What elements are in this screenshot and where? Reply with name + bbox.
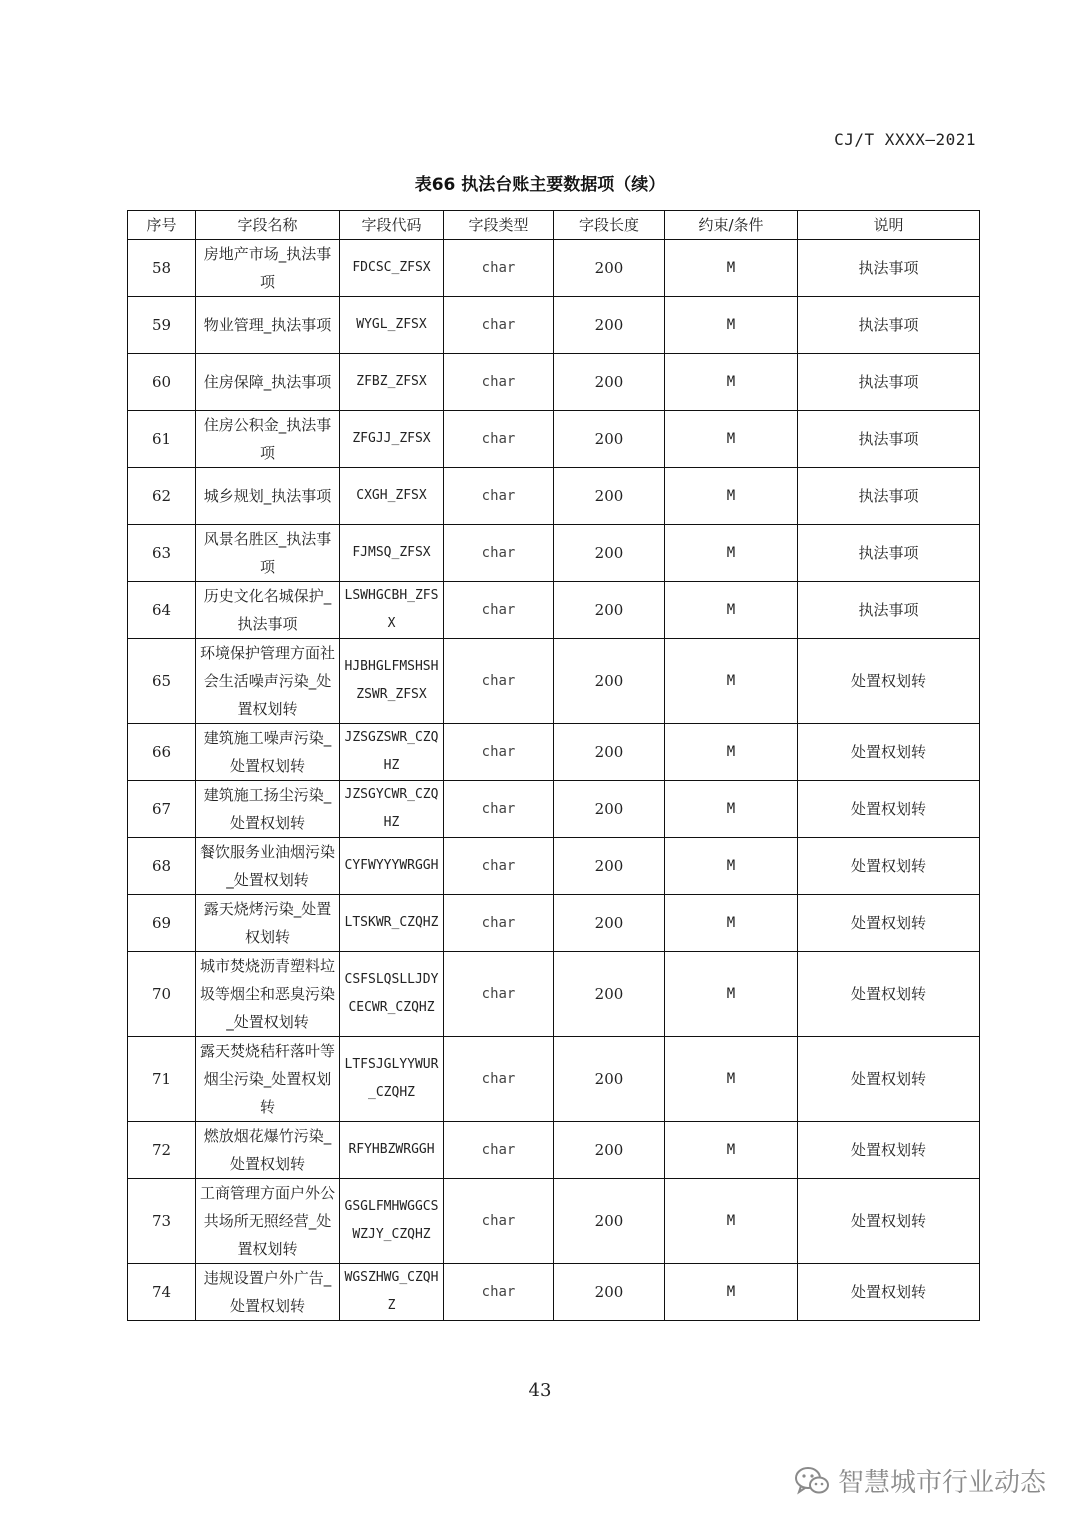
- watermark-text: 智慧城市行业动态: [837, 1468, 1046, 1498]
- watermark: [794, 1462, 1046, 1499]
- field-length: 200: [554, 1037, 665, 1122]
- field-description: 执法事项: [798, 354, 980, 411]
- field-description: 处置权划转: [798, 838, 980, 895]
- row-seq: 73: [128, 1179, 196, 1264]
- row-seq: 58: [128, 240, 196, 297]
- field-description: 处置权划转: [798, 952, 980, 1037]
- table-row: [128, 468, 980, 525]
- table-row: [128, 240, 980, 297]
- field-description: 执法事项: [798, 582, 980, 639]
- field-description: 处置权划转: [798, 1179, 980, 1264]
- column-header: 字段名称: [196, 211, 340, 240]
- field-type: char: [444, 639, 554, 724]
- field-name: 建筑施工扬尘污染_处置权划转: [196, 781, 340, 838]
- field-constraint: M: [665, 781, 798, 838]
- field-code: WGSZHWG_CZQHZ: [340, 1264, 444, 1321]
- table-row: [128, 895, 980, 952]
- field-code: LTFSJGLYYWUR_CZQHZ: [340, 1037, 444, 1122]
- field-description: 执法事项: [798, 297, 980, 354]
- row-seq: 67: [128, 781, 196, 838]
- field-description: 处置权划转: [798, 1122, 980, 1179]
- field-name: 露天焚烧秸秆落叶等烟尘污染_处置权划转: [196, 1037, 340, 1122]
- field-name: 环境保护管理方面社会生活噪声污染_处置权划转: [196, 639, 340, 724]
- row-seq: 69: [128, 895, 196, 952]
- field-constraint: M: [665, 1179, 798, 1264]
- row-seq: 74: [128, 1264, 196, 1321]
- field-constraint: M: [665, 297, 798, 354]
- field-code: ZFBZ_ZFSX: [340, 354, 444, 411]
- field-constraint: M: [665, 838, 798, 895]
- field-length: 200: [554, 411, 665, 468]
- table-row: [128, 724, 980, 781]
- field-description: 执法事项: [798, 411, 980, 468]
- field-name: 餐饮服务业油烟污染_处置权划转: [196, 838, 340, 895]
- row-seq: 70: [128, 952, 196, 1037]
- field-length: 200: [554, 895, 665, 952]
- field-constraint: M: [665, 525, 798, 582]
- field-name: 物业管理_执法事项: [196, 297, 340, 354]
- field-type: char: [444, 838, 554, 895]
- field-name: 住房公积金_执法事项: [196, 411, 340, 468]
- field-constraint: M: [665, 895, 798, 952]
- table-row: [128, 1179, 980, 1264]
- field-name: 住房保障_执法事项: [196, 354, 340, 411]
- table-row: [128, 354, 980, 411]
- field-type: char: [444, 297, 554, 354]
- table-title: 表66 执法台账主要数据项（续）: [414, 175, 666, 195]
- field-length: 200: [554, 297, 665, 354]
- row-seq: 64: [128, 582, 196, 639]
- field-constraint: M: [665, 724, 798, 781]
- field-constraint: M: [665, 411, 798, 468]
- table-row: [128, 1037, 980, 1122]
- table-row: [128, 1264, 980, 1321]
- field-type: char: [444, 724, 554, 781]
- field-name: 城市焚烧沥青塑料垃圾等烟尘和恶臭污染_处置权划转: [196, 952, 340, 1037]
- field-length: 200: [554, 525, 665, 582]
- field-type: char: [444, 781, 554, 838]
- field-type: char: [444, 1264, 554, 1321]
- field-description: 处置权划转: [798, 724, 980, 781]
- field-description: 处置权划转: [798, 1264, 980, 1321]
- row-seq: 59: [128, 297, 196, 354]
- field-length: 200: [554, 240, 665, 297]
- row-seq: 72: [128, 1122, 196, 1179]
- field-constraint: M: [665, 354, 798, 411]
- standard-code: CJ/T XXXX—2021: [834, 130, 976, 149]
- row-seq: 62: [128, 468, 196, 525]
- field-type: char: [444, 582, 554, 639]
- field-type: char: [444, 468, 554, 525]
- field-name: 历史文化名城保护_执法事项: [196, 582, 340, 639]
- field-type: char: [444, 1122, 554, 1179]
- column-header: 字段长度: [554, 211, 665, 240]
- field-length: 200: [554, 1122, 665, 1179]
- field-type: char: [444, 952, 554, 1037]
- field-length: 200: [554, 1179, 665, 1264]
- field-name: 燃放烟花爆竹污染_处置权划转: [196, 1122, 340, 1179]
- field-name: 工商管理方面户外公共场所无照经营_处置权划转: [196, 1179, 340, 1264]
- field-code: FJMSQ_ZFSX: [340, 525, 444, 582]
- field-code: GSGLFMHWGGCSWZJY_CZQHZ: [340, 1179, 444, 1264]
- row-seq: 71: [128, 1037, 196, 1122]
- field-constraint: M: [665, 240, 798, 297]
- table-row: [128, 1122, 980, 1179]
- table-row: [128, 582, 980, 639]
- field-code: RFYHBZWRGGH: [340, 1122, 444, 1179]
- row-seq: 60: [128, 354, 196, 411]
- field-description: 执法事项: [798, 240, 980, 297]
- table-row: [128, 411, 980, 468]
- field-length: 200: [554, 354, 665, 411]
- field-name: 违规设置户外广告_处置权划转: [196, 1264, 340, 1321]
- field-constraint: M: [665, 1264, 798, 1321]
- table-row: [128, 952, 980, 1037]
- wechat-icon: [794, 1465, 830, 1497]
- row-seq: 68: [128, 838, 196, 895]
- data-items-table: [127, 210, 980, 1321]
- field-code: CYFWYYYWRGGH: [340, 838, 444, 895]
- table-row: [128, 781, 980, 838]
- field-type: char: [444, 240, 554, 297]
- row-seq: 66: [128, 724, 196, 781]
- field-code: FDCSC_ZFSX: [340, 240, 444, 297]
- table-row: [128, 297, 980, 354]
- field-name: 房地产市场_执法事项: [196, 240, 340, 297]
- page-number: 43: [528, 1380, 552, 1401]
- field-code: JZSGZSWR_CZQHZ: [340, 724, 444, 781]
- field-constraint: M: [665, 582, 798, 639]
- field-name: 风景名胜区_执法事项: [196, 525, 340, 582]
- table-row: [128, 838, 980, 895]
- table-row: [128, 639, 980, 724]
- field-length: 200: [554, 724, 665, 781]
- field-description: 处置权划转: [798, 1037, 980, 1122]
- field-type: char: [444, 354, 554, 411]
- field-type: char: [444, 1037, 554, 1122]
- field-description: 处置权划转: [798, 639, 980, 724]
- field-constraint: M: [665, 1122, 798, 1179]
- table-row: [128, 525, 980, 582]
- column-header: 字段代码: [340, 211, 444, 240]
- field-name: 城乡规划_执法事项: [196, 468, 340, 525]
- field-code: HJBHGLFMSHSHZSWR_ZFSX: [340, 639, 444, 724]
- field-name: 露天烧烤污染_处置权划转: [196, 895, 340, 952]
- field-constraint: M: [665, 639, 798, 724]
- field-length: 200: [554, 582, 665, 639]
- field-length: 200: [554, 838, 665, 895]
- field-code: LSWHGCBH_ZFSX: [340, 582, 444, 639]
- field-description: 执法事项: [798, 468, 980, 525]
- field-length: 200: [554, 952, 665, 1037]
- column-header: 说明: [798, 211, 980, 240]
- field-description: 执法事项: [798, 525, 980, 582]
- field-length: 200: [554, 1264, 665, 1321]
- field-type: char: [444, 525, 554, 582]
- row-seq: 65: [128, 639, 196, 724]
- field-constraint: M: [665, 1037, 798, 1122]
- field-code: WYGL_ZFSX: [340, 297, 444, 354]
- table-body: [128, 240, 980, 1321]
- field-code: CSFSLQSLLJDYCECWR_CZQHZ: [340, 952, 444, 1037]
- field-constraint: M: [665, 468, 798, 525]
- table-header-row: [128, 211, 980, 240]
- field-length: 200: [554, 781, 665, 838]
- field-code: ZFGJJ_ZFSX: [340, 411, 444, 468]
- row-seq: 63: [128, 525, 196, 582]
- field-type: char: [444, 1179, 554, 1264]
- field-code: JZSGYCWR_CZQHZ: [340, 781, 444, 838]
- field-description: 处置权划转: [798, 781, 980, 838]
- field-name: 建筑施工噪声污染_处置权划转: [196, 724, 340, 781]
- field-type: char: [444, 895, 554, 952]
- row-seq: 61: [128, 411, 196, 468]
- column-header: 序号: [128, 211, 196, 240]
- field-code: LTSKWR_CZQHZ: [340, 895, 444, 952]
- field-type: char: [444, 411, 554, 468]
- column-header: 字段类型: [444, 211, 554, 240]
- field-length: 200: [554, 639, 665, 724]
- field-constraint: M: [665, 952, 798, 1037]
- field-description: 处置权划转: [798, 895, 980, 952]
- field-length: 200: [554, 468, 665, 525]
- column-header: 约束/条件: [665, 211, 798, 240]
- field-code: CXGH_ZFSX: [340, 468, 444, 525]
